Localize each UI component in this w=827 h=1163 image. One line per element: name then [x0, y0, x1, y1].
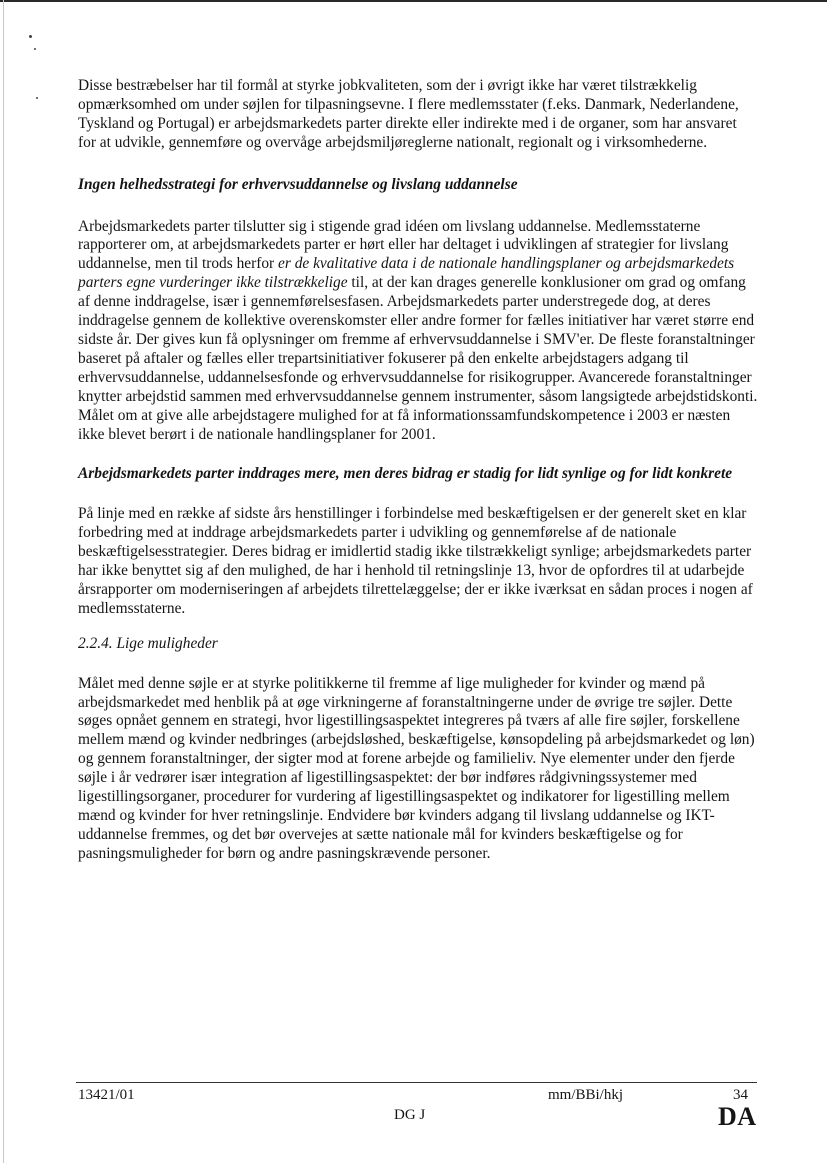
section-heading-lifelong-learning: Ingen helhedsstrategi for erhvervsuddannelse og livslang uddannelse	[78, 175, 518, 193]
paragraph-text-run: Arbejdsmarkedets parter tilslutter sig i stigende grad idéen om livslang uddannelse. Medlemsstaterne rapporterer om, at arbejdsmarkedets parter er hørt eller har deltaget i udviklingen af strategier for livslang uddannelse, men til trods herfor	[78, 217, 729, 273]
section-heading-equal-opportunities: 2.2.4. Lige muligheder	[78, 634, 218, 652]
paragraph-text-run: til, at der kan drages generelle konklusioner om grad og omfang af denne inddragelse, især i gennemførelsesfasen. Arbejdsmarkedets parter understregede dog, at deres inddragelse gennem de kollektive overenskomster eller andre former for fælles initiativer har været større end sidste år. Der gives kun få oplysninger om fremme af erhvervsuddannelse i SMV'er. De fleste foranstaltninger baseret på aftaler og fælles eller trepartsinitiativer fokuserer på den enkelte arbejdstagers adgang til erhvervsuddannelse, uddannelsesfonde og erhvervsuddannelse for risikogrupper. Avancerede foranstaltninger knytter arbejdstid sammen med erhvervsuddannelse gennem instrumenter, såsom langsigtede arbejdstidskonti. Målet om at give alle arbejdstagere mulighed for at få informationssamfundskompetence i 2003 er næsten ikke blevet berørt i de nationale handlingsplaner for 2001.	[78, 274, 758, 443]
paragraph-equal-opportunities: Målet med denne søjle er at styrke politikkerne til fremme af lige muligheder for kvinder og mænd på arbejdsmarkedet med henblik på at øge virkningerne af foranstaltningerne under de øvrige tre søjler. Dette søges opnået gennem en strategi, hvor ligestillingsaspektet integreres på tværs af alle fire søjler, forskellene mellem mænd og kvinder nedbringes (arbejdsløshed, beskæftigelse, kønsopdeling på arbejdsmarkedet og løn) og gennem foranstaltninger, der sigter mod at forene arbejde og familieliv. Nye elementer under den fjerde søjle i år vedrører især integration af ligestillingsaspektet: der bør indføres rådgivningssystemer med ligestillingsorganer, procedurer for vurdering af ligestillingsaspektet og indikatorer for ligestilling mellem mænd og kvinder for hver retningslinje. Endvidere bør kvinders adgang til livslang uddannelse og IKT-uddannelse fremmes, og det bør overvejes at sætte nationale mål for kvinders beskæftigelse og for pasningsmuligheder for børn og andre pasningskrævende personer.	[78, 674, 755, 862]
paragraph-social-partners: På linje med en række af sidste års henstillinger i forbindelse med beskæftigelsen er der generelt sket en klar forbedring med at inddrage arbejdsmarkedets parter i udvikling og gennemførelse af de nationale beskæftigelsesstrategier. Deres bidrag er imidlertid stadig ikke tilstrækkeligt synlige; arbejdsmarkedets parter har ikke benyttet sig af den mulighed, de har i henhold til retningslinje 13, hvor de opfordres til at udarbejde årsrapporter om moderniseringen af arbejdets tilrettelæggelse; der er ikke iværksat en sådan proces i nogen af medlemsstaterne.	[78, 505, 753, 617]
section-heading-social-partners: Arbejdsmarkedets parter inddrages mere, men deres bidrag er stadig for lidt synlige og for lidt konkrete	[78, 465, 733, 483]
footer-page-number: 34	[733, 1087, 748, 1103]
scan-speck	[34, 48, 36, 50]
footer-reference-code: mm/BBi/hkj	[548, 1087, 624, 1103]
paragraph-lifelong-learning	[78, 218, 758, 445]
left-scan-edge	[3, 0, 4, 1163]
paragraph-job-quality: Disse bestræbelser har til formål at styrke jobkvaliteten, som der i øvrigt ikke har været tilstrækkelig opmærksomhed om under søjlen for tilpasningsevne. I flere medlemsstater (f.eks. Danmark, Nederlandene, Tyskland og Portugal) er arbejdsmarkedets parter direkte eller indirekte med i de organer, som har ansvaret for at udvikle, gennemføre og overvåge arbejdsmiljøreglerne nationalt, regionalt og i virksomhederne.	[78, 77, 739, 151]
footer-divider	[76, 1082, 757, 1083]
scan-speck	[36, 97, 38, 99]
footer-directorate: DG J	[394, 1107, 426, 1123]
top-border	[0, 0, 827, 2]
emphasized-text-run: er de kvalitative data i de nationale handlingsplaner og arbejdsmarkedets parters egne vurderinger ikke tilstrækkelige	[78, 255, 735, 292]
footer-language-code: DA	[718, 1102, 757, 1131]
document-body	[78, 77, 758, 864]
footer-document-number: 13421/01	[78, 1087, 135, 1103]
scan-speck	[29, 35, 32, 38]
